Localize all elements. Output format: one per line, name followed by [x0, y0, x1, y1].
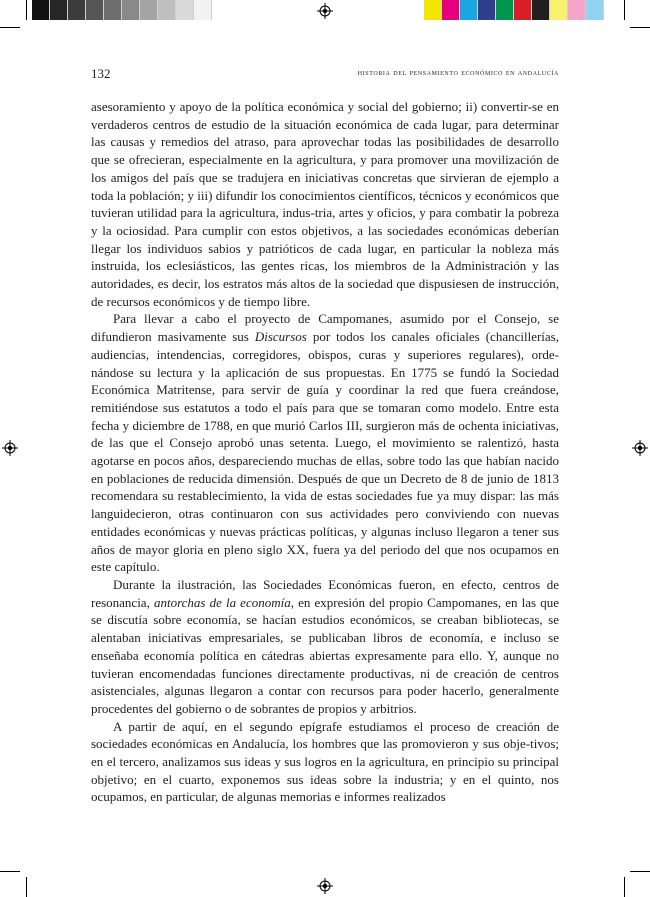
color-swatch: [496, 0, 514, 20]
crop-mark: [624, 877, 625, 897]
color-swatch: [478, 0, 496, 20]
color-swatch: [532, 0, 550, 20]
color-swatch: [104, 0, 122, 20]
paragraph-3-text-cont: , en expresión del propio Campomanes, en las que se discutía sobre economía, se hacían estudios económicos, se creaban bibliotecas, se alentaban iniciativas empresariales, se publicaban libros de economía, e incluso se enseñaba economía política en cátedras abiertas expresamente para ello. Y, aunque no tuvieran encomendadas funciones directamente productivas, ni de creación de centros asistenciales, algunas llegaron a contar con recursos para poder hacerlo, generalmente procedentes del gobierno o de sobrantes de propios y arbitrios.: [91, 594, 559, 716]
color-swatch: [514, 0, 532, 20]
running-title: historia del pensamiento económico en andalucía: [357, 67, 559, 77]
crop-mark: [26, 877, 27, 897]
page-number: 132: [91, 66, 111, 81]
color-swatch: [158, 0, 176, 20]
paragraph-3-text: Durante la ilustración, las Sociedades Económicas fueron, en efecto, centros de resonancia,: [91, 576, 559, 610]
color-swatch: [86, 0, 104, 20]
paragraph-2-text-cont: por todos los canales oficiales (chancillerías, audiencias, intendencias, corregidores, obispos, curas y superiores regulares), orde-nándose su lectura y la aplicación de sus propuestas. En 1775 se fundó la Sociedad Económica Matritense, para servir de guía y coordinar la red que fuera creándose, remitiéndose sus estatutos a todo el país para que se tomaran como modelo. Entre esta fecha y diciembre de 1788, en que murió Carlos III, surgieron más de ochenta iniciativas, de las que el Consejo aprobó unas setenta. Luego, el movimiento se ralentizó, hasta agotarse en pocos años, despareciendo muchas de ellas, sobre todo las que habían nacido en poblaciones de reducida dimensión. Después de que un Decreto de 8 de junio de 1813 recomendara su restablecimiento, la vida de estas sociedades fue ya muy dispar: las más languidecieron, otras continuaron con sus actividades pero conviviendo con nuevas entidades económicas y nuevas prácticas políticas, y algunas incluso llegaron a tener sus años de mayor gloria en pleno siglo XX, fuera ya del periodo del que nos ocupamos en este capítulo.: [91, 329, 559, 575]
registration-mark-icon: [317, 878, 333, 894]
italic-phrase-antorchas: antorchas de la economía: [153, 594, 291, 610]
registration-mark-icon: [632, 440, 648, 456]
color-swatch: [460, 0, 478, 20]
color-swatch: [176, 0, 194, 20]
color-swatch: [140, 0, 158, 20]
crop-mark: [26, 0, 27, 20]
body-text: [91, 98, 559, 806]
crop-mark: [624, 0, 625, 20]
color-swatch: [424, 0, 442, 20]
paragraph-1: asesoramiento y apoyo de la política económica y social del gobierno; ii) convertir-se en verdaderos centros de estudio de la situación económica de cada lugar, para determinar las causas y remedios del atraso, para aprovechar todas las posibilidades de desarrollo que se ofrecieran, especialmente en la agricultura, y para promover una movilización de los amigos del país que se tradujera en iniciativas concretas que sirvieran de ejemplo a toda la población; y iii) difundir los conocimientos científicos, técnicos y económicos que tuvieran utilidad para la agricultura, indus-tria, artes y oficios, y para combatir la pobreza y la ociosidad. Para cumplir con estos objetivos, a las sociedades económicas deberían llegar los individuos sabios y patrióticos de cada lugar, en particular la nobleza más instruida, los eclesiásticos, las gentes ricas, los miembros de la Administración y las autoridades, es decir, los estratos más altos de la sociedad que dispusiesen de instrucción, de recursos económicos y de tiempo libre.: [91, 99, 559, 309]
crop-mark: [630, 871, 650, 872]
color-swatch: [68, 0, 86, 20]
page-header: [91, 66, 559, 82]
crop-mark: [0, 871, 20, 872]
grayscale-calibration-bar: [32, 0, 212, 20]
color-swatch: [122, 0, 140, 20]
color-calibration-bar: [424, 0, 604, 20]
color-swatch: [442, 0, 460, 20]
registration-mark-icon: [317, 3, 333, 19]
color-swatch: [194, 0, 212, 20]
crop-mark: [630, 27, 650, 28]
italic-title-discursos: Discursos: [254, 329, 307, 345]
paragraph-2: [91, 310, 559, 576]
crop-mark: [0, 27, 20, 28]
color-swatch: [50, 0, 68, 20]
color-swatch: [32, 0, 50, 20]
paragraph-3: [91, 576, 559, 718]
color-swatch: [586, 0, 604, 20]
color-swatch: [550, 0, 568, 20]
registration-mark-icon: [2, 440, 18, 456]
paragraph-2-text: Para llevar a cabo el proyecto de Campomanes, asumido por el Consejo, se difundieron masivamente sus: [91, 311, 559, 345]
paragraph-4: A partir de aquí, en el segundo epígrafe estudiamos el proceso de creación de sociedades económicas en Andalucía, los hombres que las promovieron y sus obje-tivos; en el tercero, analizamos sus ideas y sus logros en la agricultura, en principio su principal objetivo; en el cuarto, exponemos sus ideas sobre la industria; y en el quinto, nos ocupamos, en particular, de algunas memorias e informes realizados: [91, 718, 559, 805]
color-swatch: [568, 0, 586, 20]
